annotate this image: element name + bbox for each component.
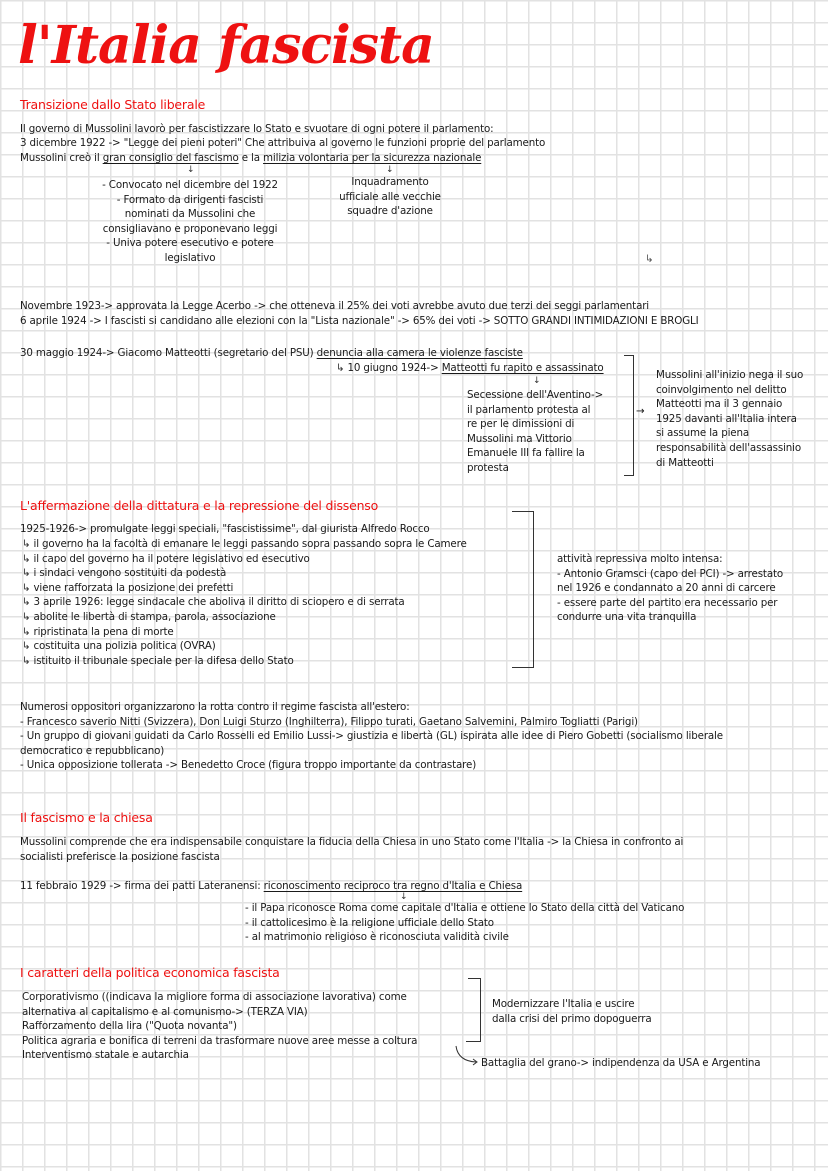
hook-arrow-icon: ↳	[336, 362, 345, 374]
list-item: ↳ il governo ha la facoltà di emanare le leggi passando sopra passando sopra le Camere	[22, 538, 467, 550]
list-item: ↳ il capo del governo ha il potere legislativo ed esecutivo	[22, 552, 310, 565]
hook-arrow-icon: ↳	[22, 625, 31, 638]
text-line-matteotti	[20, 346, 523, 361]
note-line: squadre d'azione	[347, 205, 433, 218]
note-line: re per le dimissioni di	[467, 418, 575, 431]
hook-arrow-icon: ↳	[22, 610, 31, 623]
economia-list	[22, 990, 417, 1063]
law-list	[22, 537, 467, 668]
right-arrow-icon: →	[636, 405, 645, 417]
hook-arrow-icon: ↳	[645, 253, 654, 265]
note-line: Mussolini ma Vittorio	[467, 432, 572, 445]
note-line: nel 1926 e condannato a 20 anni di carcere	[557, 582, 776, 595]
list-item: ↳ ripristinata la pena di morte	[22, 625, 174, 638]
underlined-gran-consiglio: gran consiglio del fascismo	[102, 152, 239, 164]
underlined-riconoscimento: riconoscimento reciproco tra regno d'Italia e Chiesa	[263, 880, 523, 892]
underlined-milizia: milizia volontaria per la sicurezza nazionale	[263, 152, 482, 164]
text-line-rapito	[336, 361, 604, 376]
bracket-bottom	[624, 475, 634, 476]
text-line: Il governo di Mussolini lavorò per fascistizzare lo Stato e svuotare di ogni potere il parlamento:	[20, 123, 494, 135]
bracket-vertical	[633, 355, 634, 476]
text-line-leggi-fascistissime: 1925-1926-> promulgate leggi speciali, "fascistissime", dal giurista Alfredo Rocco	[20, 523, 430, 535]
bracket-top	[512, 511, 534, 512]
note-line: attività repressiva molto intensa:	[557, 553, 723, 565]
list-item: ↳ istituito il tribunale speciale per la difesa dello Stato	[22, 654, 294, 667]
text-line: 3 dicembre 1922 -> "Legge dei pieni poteri" Che attribuiva al governo le funzioni proprie del parlamento	[20, 137, 546, 149]
text: Mussolini creò il	[20, 152, 103, 164]
hook-arrow-icon: ↳	[22, 654, 31, 667]
text: 30 maggio 1924-> Giacomo Matteotti (segretario del PSU)	[20, 347, 317, 359]
note-line: legislativo	[164, 251, 216, 264]
section-heading-economia: I caratteri della politica economica fascista	[20, 965, 280, 980]
hook-arrow-icon: ↳	[22, 640, 31, 653]
page-title: l'Italia fascista	[18, 15, 434, 76]
note-line: - essere parte del partito era necessario per	[557, 596, 778, 609]
list-item: ↳ costituita una polizia politica (OVRA)	[22, 640, 216, 653]
note-line: responsabilità dell'assassinio	[656, 441, 802, 454]
list-item: - il cattolicesimo è la religione ufficiale dello Stato	[245, 916, 494, 929]
text-line-lista-nazionale: 6 aprile 1924 -> I fascisti si candidano alle elezioni con la "Lista nazionale" -> 65% dei voti -> SOTTO GRANDI INTIMIDAZIONI E BROGLI	[20, 315, 699, 327]
hook-arrow-icon: ↳	[22, 538, 31, 550]
curved-arrow-icon	[454, 1045, 484, 1069]
list-item: - al matrimonio religioso è riconosciuta validità civile	[245, 931, 509, 944]
text-line-patti-lateranensi	[20, 879, 522, 894]
note-line: Secessione dell'Aventino->	[467, 389, 604, 401]
note-line: 1925 davanti all'Italia intera	[656, 412, 797, 425]
down-arrow-icon: ↓	[533, 376, 541, 386]
hook-arrow-icon: ↳	[22, 567, 31, 580]
section-heading-transizione: Transizione dallo Stato liberale	[20, 97, 206, 112]
note-line: nominati da Mussolini che	[124, 208, 256, 221]
text-line: Corporativismo ((indicava la migliore forma di associazione lavorativa) come	[22, 991, 407, 1003]
repression-notes	[557, 552, 783, 625]
note-line: consigliavano e proponevano leggi	[102, 222, 278, 235]
text-line: Modernizzare l'Italia e uscire	[492, 998, 635, 1010]
bracket-bottom	[512, 667, 534, 668]
aventino-notes	[467, 388, 603, 476]
consiglio-notes	[90, 178, 290, 266]
text-line-battaglia-grano: Battaglia del grano-> indipendenza da USA e Argentina	[481, 1057, 761, 1069]
bracket-vertical	[533, 511, 534, 668]
text-line: Numerosi oppositori organizzarono la rotta contro il regime fascista all'estero:	[20, 701, 410, 713]
bracket-vertical	[480, 978, 481, 1042]
bracket-bottom	[466, 1041, 481, 1042]
text-line: Interventismo statale e autarchia	[22, 1049, 189, 1062]
text-line: democratico e repubblicano)	[20, 744, 165, 757]
note-line: Emanuele III fa fallire la	[467, 447, 585, 460]
text-line: dalla crisi del primo dopoguerra	[492, 1012, 652, 1025]
note-line: ufficiale alle vecchie	[339, 190, 441, 203]
text: 10 giugno 1924->	[347, 362, 442, 374]
opponents-block	[20, 700, 723, 773]
underlined-rapito: Matteotti fu rapito e assassinato	[441, 362, 604, 374]
text-line-acerbo: Novembre 1923-> approvata la Legge Acerbo -> che otteneva il 25% dei voti avrebbe avuto due terzi dei seggi parlamentari	[20, 300, 650, 312]
milizia-notes	[320, 175, 460, 219]
down-arrow-icon: ↓	[187, 165, 195, 175]
note-line: Matteotti ma il 3 gennaio	[656, 398, 783, 411]
text-line: Rafforzamento della lira ("Quota novanta")	[22, 1020, 237, 1033]
text-line: - Un gruppo di giovani guidati da Carlo Rosselli ed Emilio Lussi-> giustizia e libertà (GL) ispirata alle idee di Piero Gobetti (socialismo liberale	[20, 730, 723, 743]
section-heading-dittatura: L'affermazione della dittatura e la repressione del dissenso	[20, 498, 379, 513]
patti-items	[245, 901, 684, 945]
mussolini-response	[656, 368, 803, 470]
hook-arrow-icon: ↳	[22, 581, 31, 594]
text-line: - Francesco saverio Nitti (Svizzera), Don Luigi Sturzo (Inghilterra), Filippo turati, Gaetano Salvemini, Palmiro Togliatti (Parigi)	[20, 715, 638, 728]
text-line: alternativa al capitalismo e al comunismo-> (TERZA VIA)	[22, 1005, 308, 1018]
hook-arrow-icon: ↳	[22, 596, 31, 609]
note-line: - Convocato nel dicembre del 1922	[102, 179, 278, 191]
note-line: il parlamento protesta al	[467, 403, 591, 416]
note-line: - Univa potere esecutivo e potere	[106, 237, 274, 250]
note-line: - Antonio Gramsci (capo del PCI) -> arrestato	[557, 567, 784, 580]
economia-goal	[492, 997, 652, 1026]
note-line: - Formato da dirigenti fascisti	[116, 193, 264, 206]
down-arrow-icon: ↓	[386, 165, 394, 175]
underlined-denuncia: denuncia alla camera le violenze fasciste	[316, 347, 523, 359]
down-arrow-icon: ↓	[400, 892, 408, 902]
text-line: Mussolini comprende che era indispensabile conquistare la fiducia della Chiesa in uno Stato come l'Italia -> la Chiesa in confronto ai	[20, 836, 684, 848]
list-item: ↳ viene rafforzata la posizione dei prefetti	[22, 581, 234, 594]
list-item: ↳ 3 aprile 1926: legge sindacale che aboliva il diritto di sciopero e di serrata	[22, 596, 405, 609]
section-heading-chiesa: Il fascismo e la chiesa	[20, 810, 153, 825]
list-item: - il Papa riconosce Roma come capitale d'Italia e ottiene lo Stato della città del Vaticano	[245, 902, 685, 914]
note-line: protesta	[467, 461, 509, 474]
list-item: ↳ i sindaci vengono sostituiti da podestà	[22, 567, 227, 580]
text-line: - Unica opposizione tollerata -> Benedetto Croce (figura troppo importante da contrastare)	[20, 759, 477, 772]
text: 11 febbraio 1929 -> firma dei patti Lateranensi:	[20, 880, 264, 892]
hook-arrow-icon: ↳	[22, 552, 31, 565]
text: e la	[238, 152, 264, 164]
text-line: Politica agraria e bonifica di terreni da trasformare nuove aree messe a coltura	[22, 1034, 418, 1047]
note-line: coinvolgimento nel delitto	[656, 383, 787, 396]
note-line: condurre una vita tranquilla	[557, 611, 697, 624]
note-line: Mussolini all'inizio nega il suo	[656, 369, 804, 381]
note-line: si assume la piena	[656, 427, 750, 440]
text-line-mussolini-creo	[20, 151, 481, 166]
list-item: ↳ abolite le libertà di stampa, parola, associazione	[22, 610, 276, 623]
text-line: socialisti preferisce la posizione fascista	[20, 850, 220, 863]
note-line: Inquadramento	[351, 176, 429, 188]
note-line: di Matteotti	[656, 456, 714, 469]
chiesa-intro	[20, 835, 683, 864]
